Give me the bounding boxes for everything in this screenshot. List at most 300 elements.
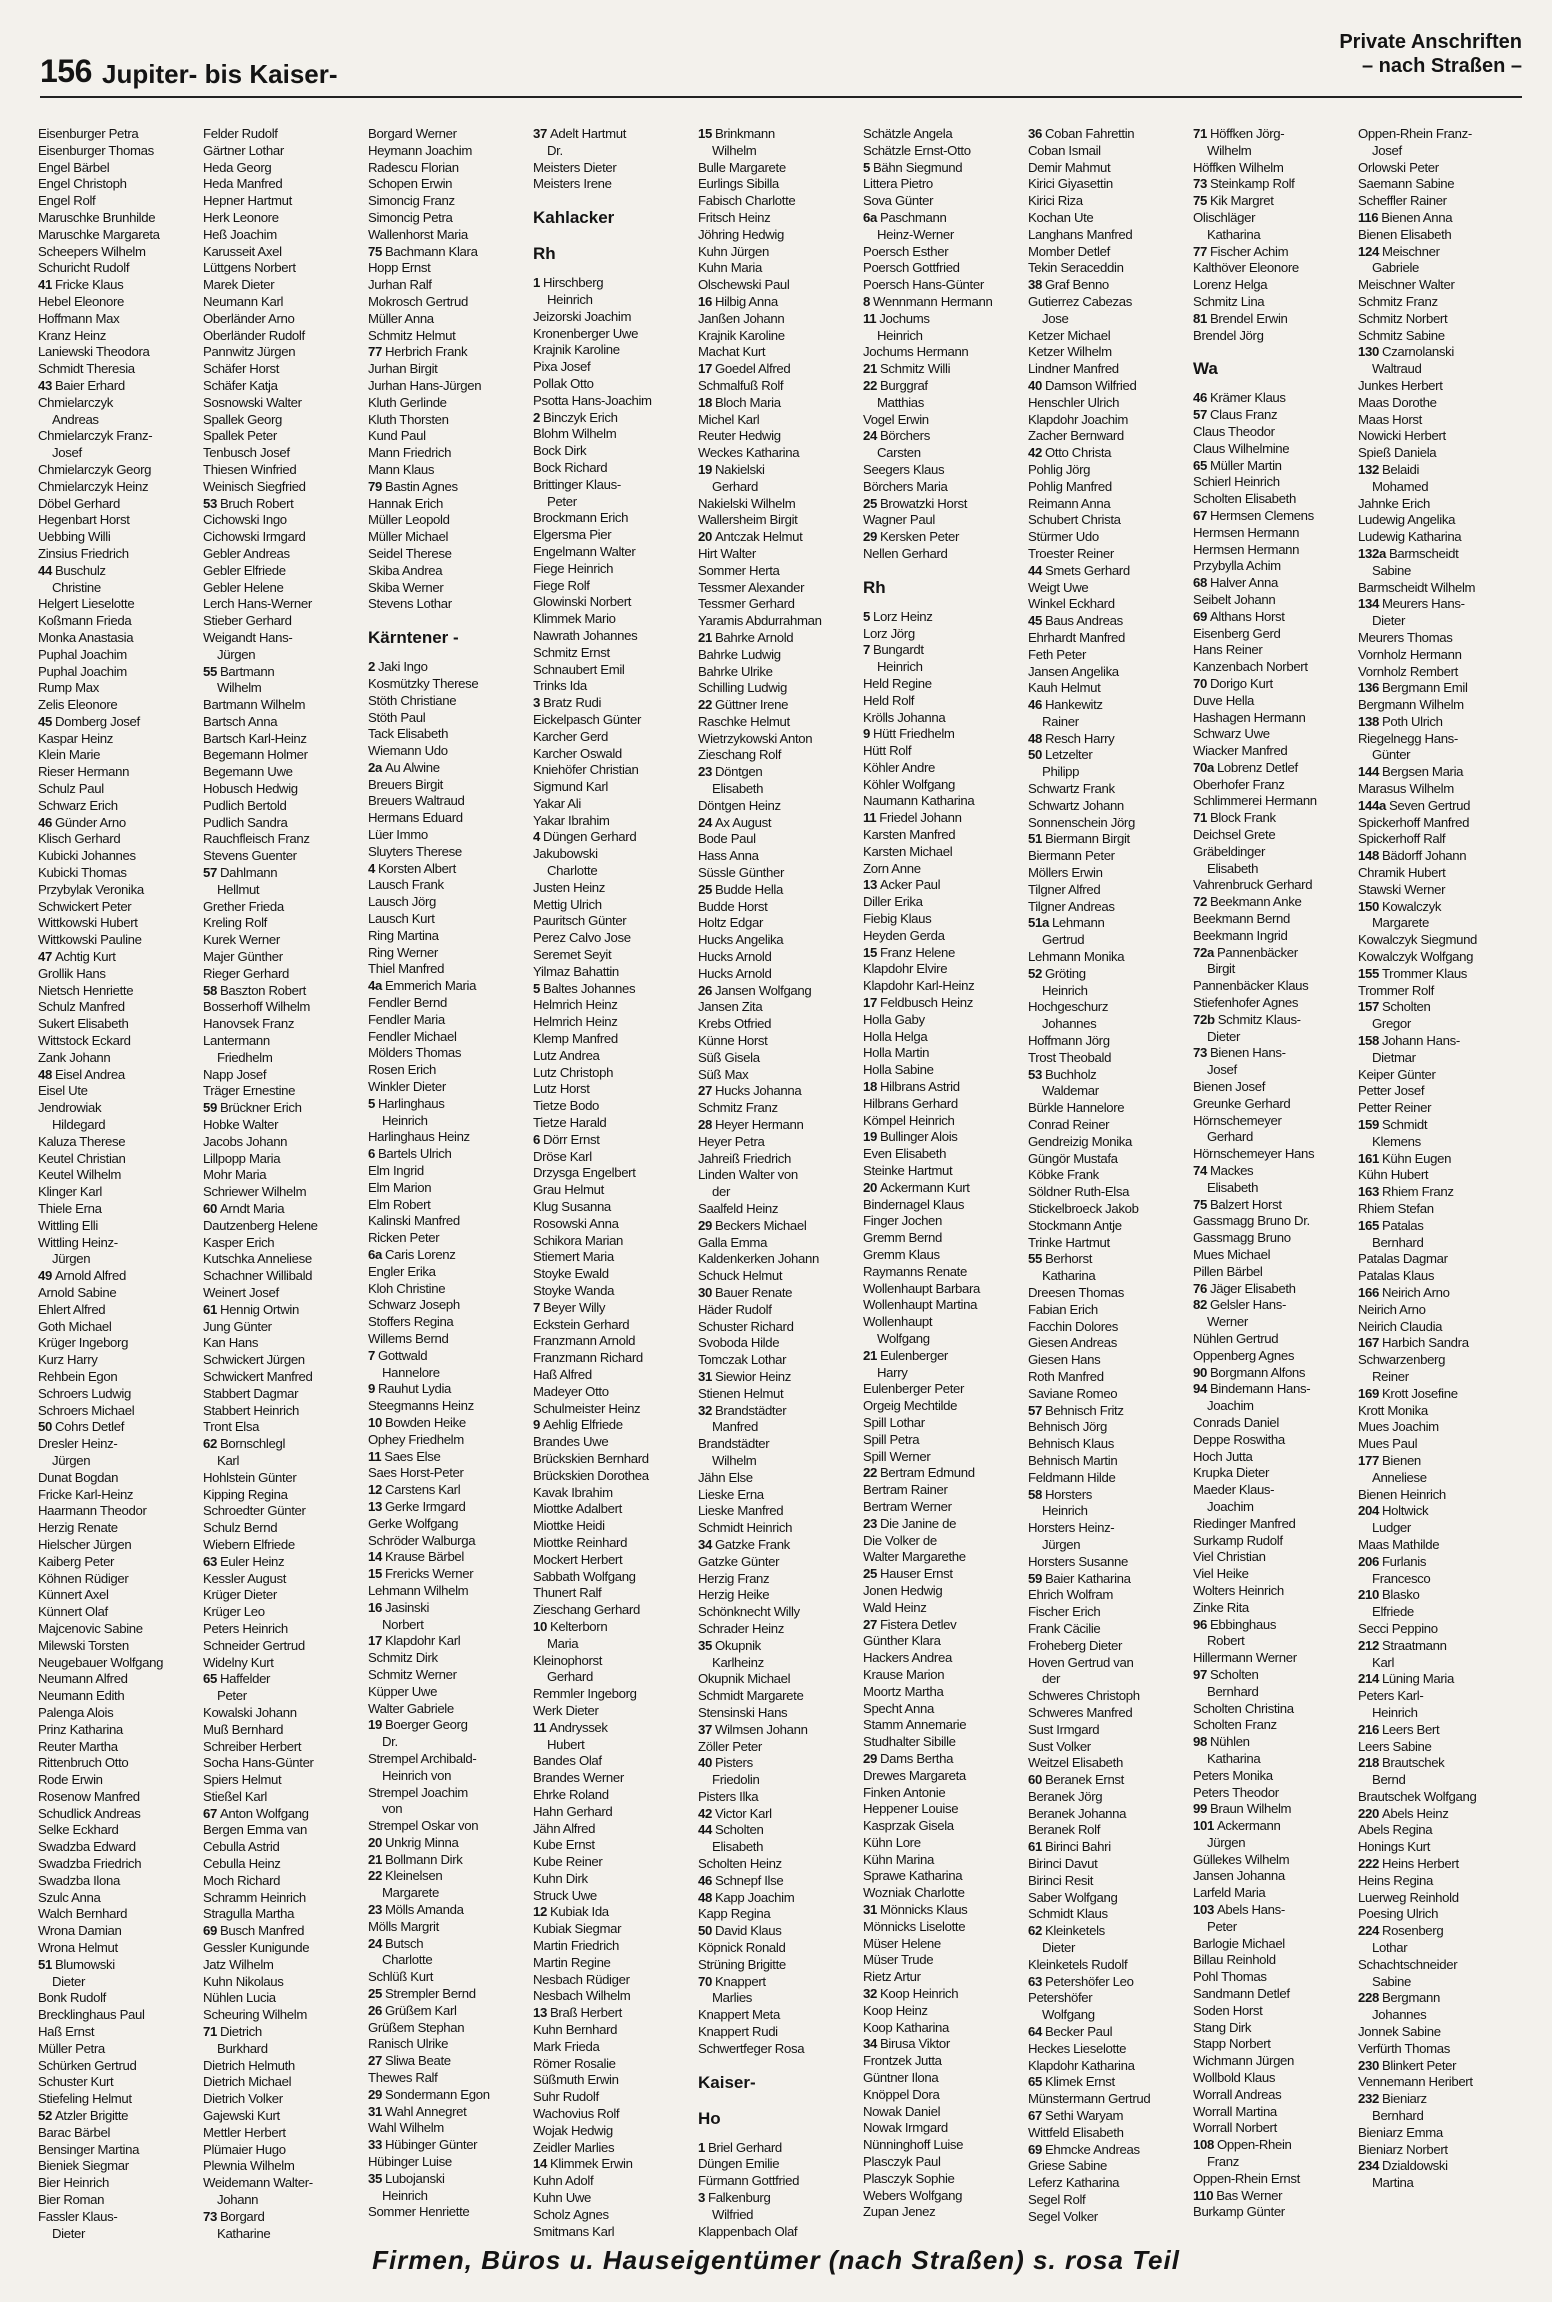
- house-number: 13: [863, 877, 877, 893]
- house-number: 159: [1358, 1117, 1379, 1133]
- house-number: 35: [698, 1637, 712, 1653]
- resident-entry: [203, 428, 364, 445]
- entry-continuation: Jürgen: [52, 1251, 91, 1267]
- resident-name: Thunert Ralf: [533, 1585, 602, 1601]
- resident-entry: [38, 2209, 199, 2226]
- resident-entry: [1358, 999, 1519, 1016]
- resident-name: Beranek Johanna: [1028, 1805, 1127, 1821]
- resident-name: Lorenz Helga: [1193, 277, 1268, 293]
- resident-name: Stiefeling Helmut: [38, 2091, 132, 2107]
- resident-name: Wilmsen Johann: [714, 1721, 808, 1737]
- resident-entry: [698, 1537, 859, 1554]
- resident-name: Martin Friedrich: [533, 1938, 619, 1954]
- resident-entry: [1358, 1822, 1519, 1839]
- resident-entry: [863, 978, 1024, 995]
- resident-name: Hobusch Hedwig: [203, 781, 298, 797]
- resident-entry: [38, 966, 199, 983]
- resident-name: Peters Karl-: [1358, 1688, 1424, 1704]
- resident-entry: [368, 1264, 529, 1281]
- resident-name: Andryssek: [549, 1719, 608, 1735]
- resident-name: Hermans Eduard: [368, 810, 463, 826]
- resident-entry: [1028, 1067, 1189, 1084]
- resident-entry: [1358, 1873, 1519, 1890]
- house-number: 55: [203, 663, 217, 679]
- resident-entry: [38, 1487, 199, 1504]
- resident-name: Nesbach Rüdiger: [533, 1971, 630, 1987]
- entry-continuation: Burkhard: [217, 2040, 268, 2056]
- resident-name: Becker Paul: [1044, 2024, 1113, 2040]
- house-number: 220: [1358, 1805, 1379, 1821]
- resident-name: Cebulla Astrid: [203, 1839, 280, 1855]
- house-number: 136: [1358, 680, 1379, 696]
- resident-name: Maruschke Margareta: [38, 226, 160, 242]
- resident-entry: [698, 1151, 859, 1168]
- resident-name: Orgeig Mechtilde: [863, 1398, 958, 1414]
- resident-name: Zeidler Marlies: [533, 2139, 615, 2155]
- resident-name: Braun Wilhelm: [1209, 1801, 1292, 1817]
- resident-entry: [863, 126, 1024, 143]
- resident-entry: [863, 428, 1024, 445]
- resident-entry: [38, 1369, 199, 1386]
- resident-entry: [863, 2036, 1024, 2053]
- resident-name: Marek Dieter: [203, 277, 275, 293]
- resident-name: Krajnik Karoline: [698, 327, 785, 343]
- resident-name: Eurlings Sibilla: [698, 176, 779, 192]
- resident-entry: [698, 1906, 859, 1923]
- house-number: 134: [1358, 596, 1379, 612]
- house-number: 82: [1193, 1297, 1207, 1313]
- resident-entry: [698, 1403, 859, 1420]
- entry-continuation: Katharine: [217, 2225, 271, 2241]
- resident-entry: [203, 731, 364, 748]
- resident-entry: [1193, 1516, 1354, 1533]
- resident-entry: [698, 1604, 859, 1621]
- resident-name: Kühn Eugen: [1381, 1150, 1452, 1166]
- resident-entry: [1193, 1868, 1354, 1885]
- resident-name: Hanovsek Franz: [203, 1016, 295, 1032]
- resident-name: Kubicki Johannes: [38, 848, 136, 864]
- resident-entry: [698, 193, 859, 210]
- resident-entry: [1193, 2036, 1354, 2053]
- resident-entry: [203, 361, 364, 378]
- house-number: 132: [1358, 461, 1379, 477]
- resident-name: Wiemann Udo: [368, 743, 448, 759]
- resident-name: Barac Bärbel: [38, 2124, 111, 2140]
- resident-name: Justen Heinz: [533, 879, 606, 895]
- resident-name: Krupka Dieter: [1193, 1465, 1270, 1481]
- resident-name: Dahlmann: [219, 865, 278, 881]
- resident-entry: [533, 2056, 694, 2073]
- resident-name: Lieske Manfred: [698, 1503, 784, 1519]
- resident-entry: [533, 981, 694, 998]
- resident-name: Nakielski Wilhelm: [698, 495, 796, 511]
- resident-name: Mues Paul: [1358, 1436, 1418, 1452]
- resident-name: Schuster Kurt: [38, 2074, 114, 2090]
- resident-entry: [368, 1230, 529, 1247]
- resident-entry: [698, 1923, 859, 1940]
- resident-name: Kipping Regina: [203, 1486, 288, 1502]
- resident-entry: [698, 2024, 859, 2041]
- resident-entry: [698, 1285, 859, 1302]
- resident-entry: [863, 777, 1024, 794]
- resident-entry: [203, 1436, 364, 1453]
- house-number: 20: [863, 1179, 877, 1195]
- resident-entry: [368, 1079, 529, 1096]
- resident-name: Uebbing Willi: [38, 529, 111, 545]
- resident-entry: [1358, 1587, 1519, 1604]
- resident-entry: [533, 1216, 694, 1233]
- resident-name: Kleinketels: [1044, 1923, 1105, 1939]
- resident-name: Bartsch Anna: [203, 713, 278, 729]
- resident-name: Arnold Alfred: [54, 1268, 126, 1284]
- house-number: 22: [698, 697, 712, 713]
- entry-continuation: Heinrich: [877, 327, 923, 343]
- resident-entry: [698, 1083, 859, 1100]
- entry-continuation: Wilhelm: [712, 142, 757, 158]
- resident-entry: [1193, 1331, 1354, 1348]
- resident-entry: [203, 1873, 364, 1890]
- resident-name: Stevens Guenter: [203, 848, 297, 864]
- resident-name: Worrall Andreas: [1193, 2086, 1282, 2102]
- resident-name: Paschmann: [879, 209, 947, 225]
- house-number: 130: [1358, 344, 1379, 360]
- resident-name: Strempel Oskar von: [368, 1818, 479, 1834]
- house-number: 10: [368, 1414, 382, 1430]
- resident-name: Nowak Daniel: [863, 2103, 941, 2119]
- resident-name: Stabbert Dagmar: [203, 1385, 299, 1401]
- resident-entry: [698, 126, 859, 143]
- resident-name: Nietsch Henriette: [38, 982, 134, 998]
- house-number: 20: [368, 1834, 382, 1850]
- resident-name: Schrader Heinz: [698, 1620, 784, 1636]
- house-number: 29: [863, 529, 877, 545]
- resident-name: Kühn Marina: [863, 1851, 934, 1867]
- resident-entry: [698, 277, 859, 294]
- resident-name: Schuck Helmut: [698, 1268, 783, 1284]
- resident-entry: [368, 1465, 529, 1482]
- resident-name: Ketzer Wilhelm: [1028, 344, 1112, 360]
- resident-name: Pudlich Sandra: [203, 814, 288, 830]
- resident-entry: [1358, 1352, 1519, 1369]
- resident-entry: [533, 1602, 694, 1619]
- resident-entry: [203, 1890, 364, 1907]
- resident-entry: [203, 1503, 364, 1520]
- house-number: 77: [1193, 243, 1207, 259]
- resident-name: Spill Lothar: [863, 1414, 925, 1430]
- entry-continuation: Charlotte: [547, 863, 598, 879]
- resident-name: Wahl Wilhelm: [368, 2120, 444, 2136]
- resident-entry: [368, 445, 529, 462]
- house-number: 35: [368, 2170, 382, 2186]
- resident-name: Schilling Ludwig: [698, 680, 787, 696]
- resident-entry: [203, 764, 364, 781]
- house-number: 232: [1358, 2091, 1379, 2107]
- resident-entry: [368, 2003, 529, 2020]
- resident-entry: [38, 563, 199, 580]
- resident-entry: [368, 2120, 529, 2137]
- resident-entry: [1028, 1251, 1189, 1268]
- resident-name: Aehlig Elfriede: [542, 1417, 623, 1433]
- resident-entry: [368, 1062, 529, 1079]
- resident-name: Wollenhaupt: [863, 1314, 933, 1330]
- house-number: 94: [1193, 1381, 1207, 1397]
- resident-entry: [1193, 1549, 1354, 1566]
- resident-name: Brandstädter: [698, 1436, 770, 1452]
- resident-name: Ludewig Katharina: [1358, 529, 1462, 545]
- resident-entry: [1028, 1688, 1189, 1705]
- section-title: [1339, 30, 1522, 78]
- resident-entry: [863, 1633, 1024, 1650]
- resident-name: Grau Helmut: [533, 1182, 604, 1198]
- resident-entry: [698, 1755, 859, 1772]
- resident-entry: [203, 747, 364, 764]
- resident-entry: [1358, 496, 1519, 513]
- resident-name: Bergsen Maria: [1381, 764, 1464, 780]
- resident-name: Struck Uwe: [533, 1887, 597, 1903]
- resident-entry: [1028, 328, 1189, 345]
- house-number: 27: [863, 1616, 877, 1632]
- resident-name: Gebler Elfriede: [203, 562, 286, 578]
- entry-continuation: Margarete: [1372, 915, 1429, 931]
- resident-entry: [38, 680, 199, 697]
- resident-name: Schwarzenberg: [1358, 1352, 1446, 1368]
- resident-name: Brendel Erwin: [1209, 310, 1288, 326]
- resident-entry: [203, 193, 364, 210]
- resident-name: Peters Heinrich: [203, 1620, 288, 1636]
- resident-entry: [1028, 2158, 1189, 2175]
- resident-name: Gröting: [1044, 965, 1086, 981]
- house-number: 8: [863, 293, 870, 309]
- entry-continuation: Gerhard: [547, 1669, 593, 1685]
- resident-name: Jochums: [879, 310, 930, 326]
- resident-entry: [38, 1856, 199, 1873]
- resident-entry: [203, 1083, 364, 1100]
- resident-name: Krause Marion: [863, 1666, 945, 1682]
- resident-entry: [38, 647, 199, 664]
- house-number: 70: [1193, 675, 1207, 691]
- resident-entry: [38, 1655, 199, 1672]
- resident-entry: [38, 344, 199, 361]
- resident-name: Klapdohr Joachim: [1028, 411, 1128, 427]
- resident-entry: [1028, 1806, 1189, 1823]
- resident-entry: [533, 1535, 694, 1552]
- resident-name: Schlimmerei Hermann: [1193, 793, 1317, 809]
- entry-continuation: Elisabeth: [712, 781, 764, 797]
- resident-name: Gatzke Günter: [698, 1553, 780, 1569]
- resident-name: Held Rolf: [863, 692, 915, 708]
- resident-entry: [1358, 647, 1519, 664]
- resident-name: Ludewig Angelika: [1358, 512, 1456, 528]
- resident-name: Hoven Gertrud van: [1028, 1654, 1134, 1670]
- resident-entry: [698, 160, 859, 177]
- resident-name: Schroers Ludwig: [38, 1385, 131, 1401]
- entry-continuation: Waldemar: [1042, 1083, 1099, 1099]
- resident-name: Koop Heinz: [863, 2002, 928, 2018]
- page-number: 156: [40, 53, 92, 89]
- resident-entry: [863, 1986, 1024, 2003]
- resident-name: Krüger Leo: [203, 1604, 265, 1620]
- resident-entry: [368, 1701, 529, 1718]
- resident-entry: [203, 1520, 364, 1537]
- house-number: 9: [863, 726, 870, 742]
- resident-name: Kluth Gerlinde: [368, 394, 447, 410]
- resident-entry: [698, 1974, 859, 1991]
- resident-name: Bruch Robert: [219, 495, 294, 511]
- resident-entry: [533, 309, 694, 326]
- resident-name: Roth Manfred: [1028, 1368, 1104, 1384]
- resident-name: Vennemann Heribert: [1358, 2074, 1473, 2090]
- resident-name: Schroers Michael: [38, 1402, 135, 1418]
- resident-entry: [533, 1451, 694, 1468]
- resident-name: Tietze Harald: [533, 1115, 607, 1131]
- resident-entry: [368, 1868, 529, 1885]
- resident-name: Ax August: [714, 814, 772, 830]
- resident-entry: [1028, 244, 1189, 261]
- resident-entry: [1358, 210, 1519, 227]
- house-number: 5: [533, 980, 540, 996]
- resident-entry: [368, 1045, 529, 1062]
- resident-entry: [368, 1633, 529, 1650]
- resident-entry: [203, 1537, 364, 1554]
- resident-name: Nesbach Wilhelm: [533, 1988, 631, 2004]
- resident-name: Schäfer Katja: [203, 377, 278, 393]
- resident-entry: [1193, 260, 1354, 277]
- resident-entry: [698, 1789, 859, 1806]
- resident-name: Dietrich Michael: [203, 2074, 292, 2090]
- resident-entry: [38, 1688, 199, 1705]
- resident-name: Hans Reiner: [1193, 642, 1263, 658]
- resident-name: Johann Hans-: [1381, 1033, 1460, 1049]
- resident-entry: [203, 1369, 364, 1386]
- resident-name: Steinke Hartmut: [863, 1163, 953, 1179]
- entry-continuation: Gerhard: [1207, 1129, 1253, 1145]
- resident-entry: [1193, 877, 1354, 894]
- entry-continuation: Wilfried: [712, 2206, 754, 2222]
- resident-entry: [533, 662, 694, 679]
- resident-entry: [1028, 395, 1189, 412]
- resident-name: Barlogie Michael: [1193, 1935, 1285, 1951]
- resident-entry: [1028, 815, 1189, 832]
- resident-entry: [533, 1619, 694, 1636]
- resident-name: Blohm Wilhelm: [533, 426, 617, 442]
- resident-name: Braß Herbert: [549, 2005, 622, 2021]
- resident-name: Heins Herbert: [1381, 1856, 1459, 1872]
- resident-entry: [1358, 160, 1519, 177]
- resident-name: Hucks Arnold: [698, 949, 772, 965]
- resident-name: Arndt Maria: [219, 1201, 285, 1216]
- resident-entry: [1358, 1755, 1519, 1772]
- resident-entry: [38, 1906, 199, 1923]
- resident-entry: [368, 659, 529, 676]
- resident-name: Kaldenkerken Johann: [698, 1251, 819, 1267]
- resident-name: Okupnik Michael: [698, 1671, 791, 1687]
- resident-entry: [1358, 1906, 1519, 1923]
- resident-name: Hütt Friedhelm: [872, 726, 955, 742]
- resident-entry: [203, 496, 364, 513]
- resident-name: Thiel Manfred: [368, 961, 445, 977]
- resident-entry: [38, 747, 199, 764]
- resident-entry: [1028, 1151, 1189, 1168]
- house-number: 32: [863, 1986, 877, 2002]
- resident-name: Stieber Gerhard: [203, 613, 292, 629]
- resident-entry: [38, 160, 199, 177]
- resident-name: Haarmann Theodor: [38, 1503, 147, 1519]
- resident-name: Oberländer Rudolf: [203, 327, 305, 343]
- resident-entry: [38, 1134, 199, 1151]
- resident-name: Baszton Robert: [219, 982, 306, 998]
- resident-entry: [1193, 760, 1354, 777]
- resident-name: Schmitz Sabine: [1358, 327, 1445, 343]
- resident-entry: [368, 160, 529, 177]
- resident-entry: [1193, 525, 1354, 542]
- resident-name: Olischläger: [1193, 209, 1256, 225]
- resident-name: Klinger Karl: [38, 1184, 102, 1200]
- house-number: 150: [1358, 898, 1379, 914]
- resident-name: Hohlstein Günter: [203, 1469, 297, 1485]
- resident-entry: [203, 1285, 364, 1302]
- house-number: 144: [1358, 764, 1379, 780]
- resident-entry: [1193, 2020, 1354, 2037]
- resident-entry: [203, 328, 364, 345]
- resident-name: Lobrenz Detlef: [1216, 759, 1298, 775]
- resident-name: Schwartz Johann: [1028, 797, 1124, 813]
- resident-entry: [1028, 899, 1189, 916]
- resident-entry: [203, 781, 364, 798]
- resident-name: Nellen Gerhard: [863, 545, 948, 561]
- resident-name: Althans Horst: [1209, 608, 1285, 624]
- resident-name: Jansen Johanna: [1193, 1868, 1285, 1884]
- resident-name: Schwickert Jürgen: [203, 1352, 305, 1368]
- resident-name: Mokrosch Gertrud: [368, 293, 468, 309]
- resident-name: Kubiak Siegmar: [533, 1921, 622, 1937]
- resident-name: Träger Ernestine: [203, 1083, 296, 1099]
- resident-entry: [368, 462, 529, 479]
- resident-name: Antczak Helmut: [714, 529, 803, 545]
- resident-entry: [698, 714, 859, 731]
- resident-name: Schweres Christoph: [1028, 1688, 1140, 1704]
- resident-name: Petershöfer: [1028, 1990, 1093, 2006]
- resident-name: Rauchfleisch Franz: [203, 831, 310, 847]
- resident-entry: [203, 1352, 364, 1369]
- resident-entry: [863, 1952, 1024, 1969]
- resident-entry: [1358, 1403, 1519, 1420]
- resident-entry: [533, 1384, 694, 1401]
- resident-name: Künnert Axel: [38, 1587, 109, 1603]
- resident-entry: [1193, 945, 1354, 962]
- resident-name: Bieniek Siegmar: [38, 2158, 129, 2174]
- resident-entry: [38, 311, 199, 328]
- resident-name: Knappert: [714, 1973, 766, 1989]
- resident-entry: [203, 1386, 364, 1403]
- resident-entry: [698, 1117, 859, 1134]
- entry-continuation: Rainer: [1042, 713, 1079, 729]
- resident-entry: [368, 1398, 529, 1415]
- resident-entry: [1193, 558, 1354, 575]
- resident-name: Eisenberg Gerd: [1193, 625, 1281, 641]
- resident-name: Oppen-Rhein: [1216, 2137, 1292, 2153]
- resident-entry: [863, 1197, 1024, 1214]
- house-number: 124: [1358, 243, 1379, 259]
- resident-name: Meischner Walter: [1358, 277, 1455, 293]
- resident-name: Schätzle Angela: [863, 126, 953, 141]
- house-number: 53: [1028, 1066, 1042, 1082]
- resident-name: Birusa Viktor: [879, 2036, 950, 2052]
- resident-name: Remmler Ingeborg: [533, 1686, 637, 1702]
- resident-entry: [1028, 999, 1189, 1016]
- house-number: 27: [368, 2053, 382, 2069]
- house-number: 75: [1193, 193, 1207, 209]
- resident-name: Harbich Sandra: [1381, 1335, 1469, 1351]
